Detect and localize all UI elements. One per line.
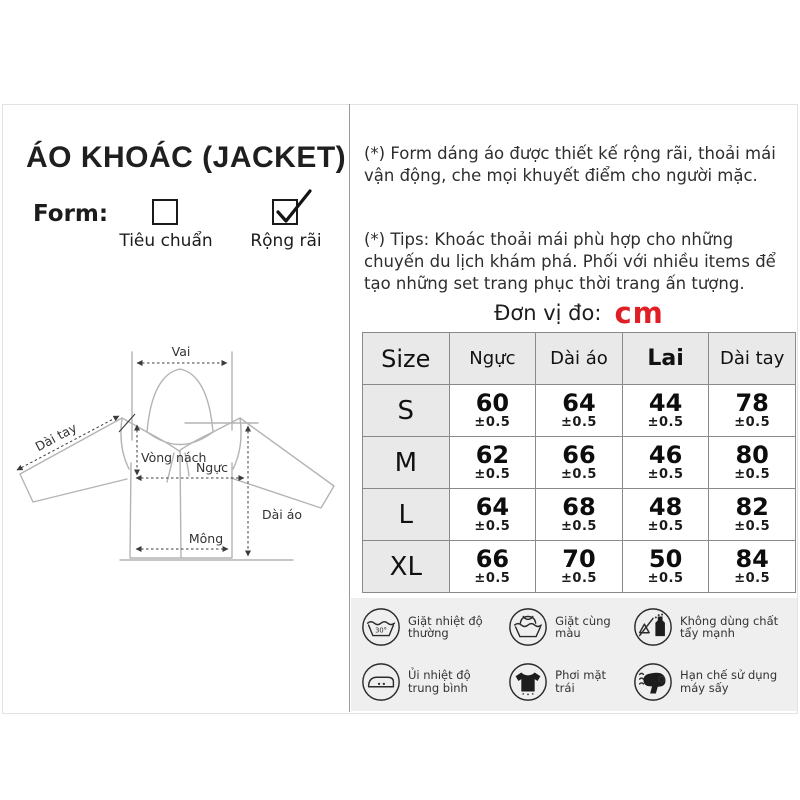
table-row-xl: [363, 541, 796, 593]
size-label: S: [363, 385, 450, 437]
measure-cell: 82 ±0.5: [709, 489, 796, 541]
measure-cell: 66 ±0.5: [536, 437, 623, 489]
care-label: Giặt nhiệt độ thường: [408, 613, 483, 641]
col-header-hem: Lai: [622, 333, 709, 385]
measure-cell: 66 ±0.5: [449, 541, 536, 593]
care-item: [623, 606, 797, 648]
measure-cell: 64 ±0.5: [449, 489, 536, 541]
col-header-length: Dài áo: [536, 333, 623, 385]
unit-value: cm: [614, 296, 664, 330]
care-item: [351, 606, 498, 648]
unit-label: Đơn vị đo:: [494, 301, 602, 325]
measure-cell: 46 ±0.5: [622, 437, 709, 489]
measure-unit-note: [362, 296, 796, 330]
svg-text:30°: 30°: [375, 626, 387, 635]
size-label: L: [363, 489, 450, 541]
jacket-measurement-diagram: [0, 335, 350, 580]
dimension-lines: [17, 344, 302, 556]
care-row: [351, 600, 797, 655]
tips-paragraph: (*) Tips: Khoác thoải mái phù hợp cho những chuyến du lịch khám phá. Phối với nhiều items để tạo những set trang phục thời trang ấn tượng.: [364, 230, 776, 293]
care-instructions-panel: [351, 598, 797, 711]
limit-dryer-icon: [632, 661, 674, 703]
wash-normal-temp-icon: [360, 606, 402, 648]
checkbox-loose-label: Rộng rãi: [250, 231, 322, 251]
measure-cell: 70 ±0.5: [536, 541, 623, 593]
measure-cell: 68 ±0.5: [536, 489, 623, 541]
measure-cell: 48 ±0.5: [622, 489, 709, 541]
armhole-dim-label: Vòng nách: [141, 450, 207, 465]
col-header-sleeve: Dài tay: [709, 333, 796, 385]
table-row-l: [363, 489, 796, 541]
measure-cell: 64 ±0.5: [536, 385, 623, 437]
iron-medium-icon: [360, 661, 402, 703]
body-length-dim-label: Dài áo: [262, 507, 303, 522]
care-item: [498, 606, 623, 648]
size-table-header-row: [363, 333, 796, 385]
dry-inside-out-icon: [507, 661, 549, 703]
col-header-chest: Ngực: [449, 333, 536, 385]
no-strong-bleach-icon: [632, 606, 674, 648]
size-label: XL: [363, 541, 450, 593]
measure-cell: 78 ±0.5: [709, 385, 796, 437]
form-description-paragraph: (*) Form dáng áo được thiết kế rộng rãi, thoải mái vận động, che mọi khuyết điểm cho người mặc.: [364, 144, 776, 185]
checkmark-icon: [266, 184, 314, 230]
chest-dim-label: Ngực: [195, 460, 229, 475]
checkbox-standard-label: Tiêu chuẩn: [119, 231, 213, 251]
sleeve-length-dim-label: Dài tay: [32, 419, 80, 455]
size-label: M: [363, 437, 450, 489]
measure-cell: 80 ±0.5: [709, 437, 796, 489]
table-row-m: [363, 437, 796, 489]
size-table: [362, 332, 796, 593]
page-title: ÁO KHOÁC (JACKET): [26, 141, 347, 174]
care-item: [498, 661, 623, 703]
col-header-size: Size: [363, 333, 450, 385]
measure-cell: 84 ±0.5: [709, 541, 796, 593]
hip-dim-label: Mông: [188, 531, 224, 546]
shoulder-dim-label: Vai: [171, 344, 191, 359]
measure-cell: 60 ±0.5: [449, 385, 536, 437]
care-row: [351, 655, 797, 710]
care-label: Ủi nhiệt độ trung bình: [408, 668, 471, 695]
measure-cell: 50 ±0.5: [622, 541, 709, 593]
care-label: Giặt cùng màu: [555, 613, 611, 641]
table-row-s: [363, 385, 796, 437]
care-item: [623, 661, 797, 703]
care-label: Phơi mặt trái: [555, 668, 607, 695]
checkbox-standard-fit[interactable]: [152, 199, 178, 225]
care-label: Không dùng chất tẩy mạnh: [680, 613, 779, 641]
measure-cell: 44 ±0.5: [622, 385, 709, 437]
care-label: Hạn chế sử dụng máy sấy: [680, 668, 778, 695]
care-item: [351, 661, 498, 703]
measure-cell: 62 ±0.5: [449, 437, 536, 489]
form-label: Form:: [33, 201, 109, 227]
wash-same-color-icon: [507, 606, 549, 648]
